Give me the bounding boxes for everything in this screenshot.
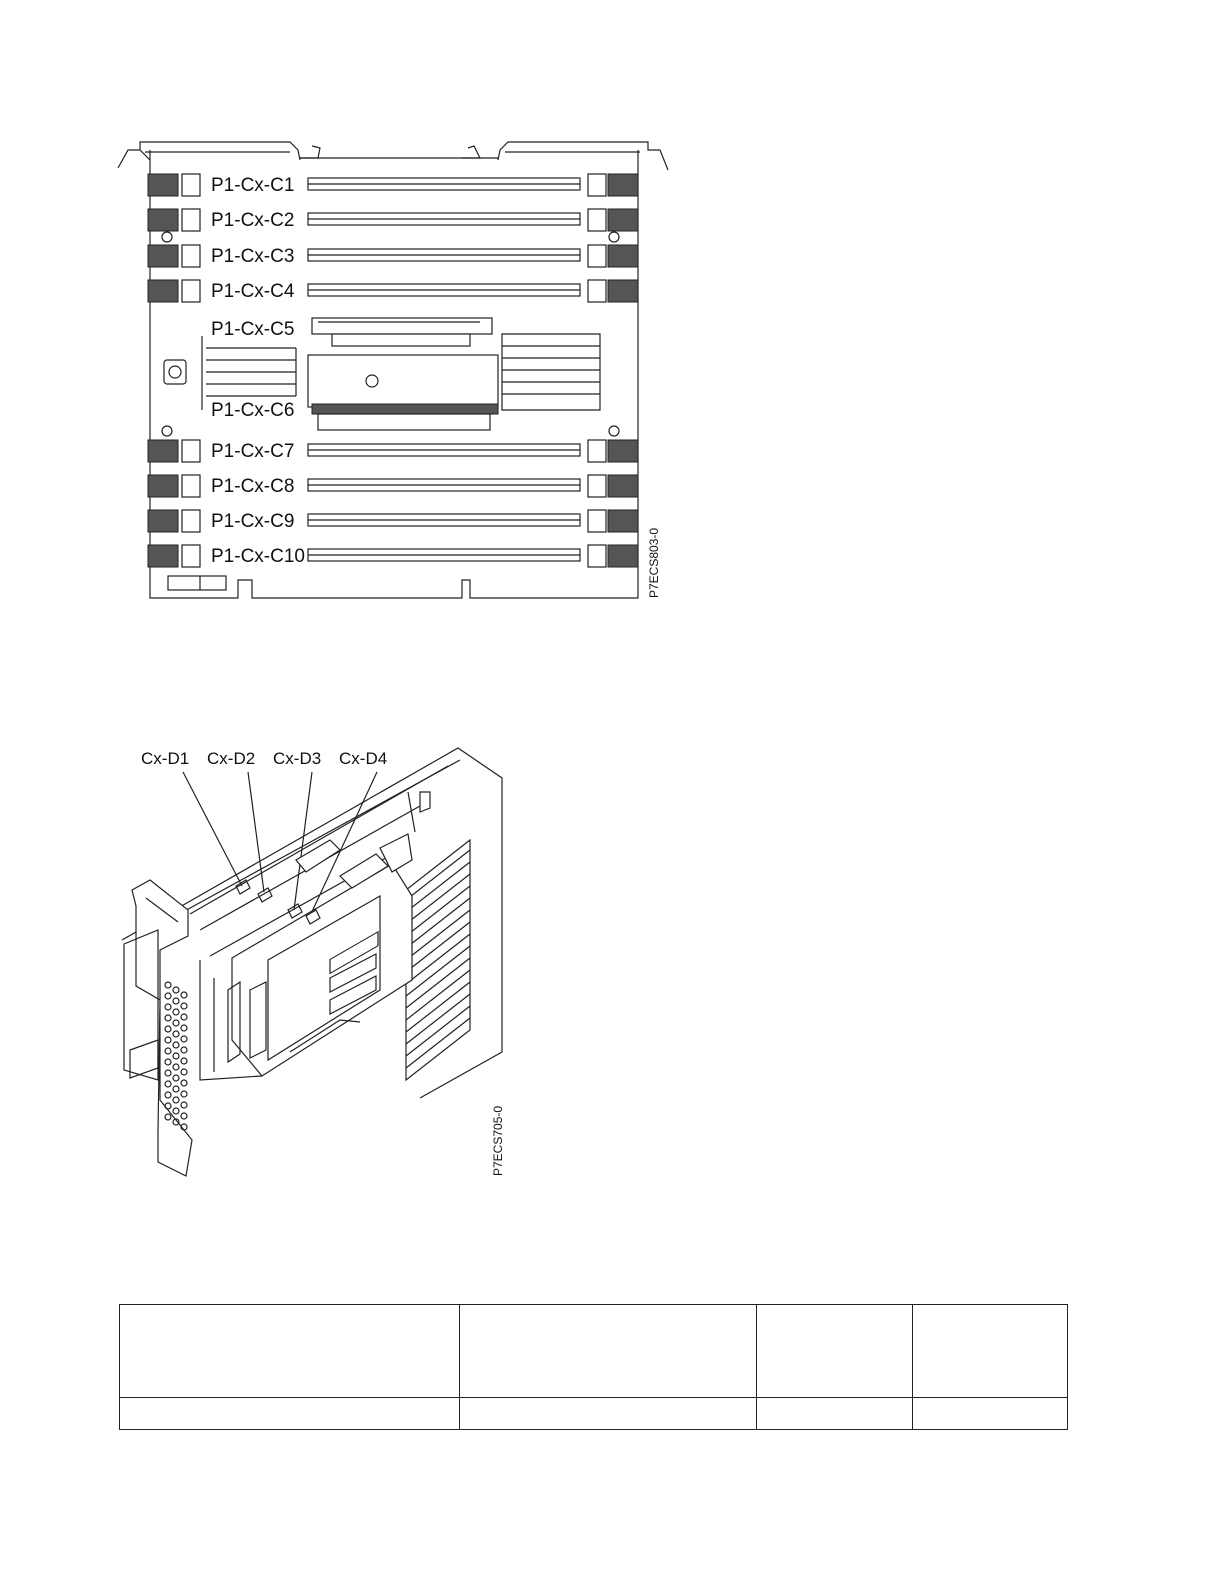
slot-bar-c1 [308, 178, 580, 190]
slot-label-c1: P1-Cx-C1 [211, 175, 295, 196]
memory-riser-diagram [0, 0, 700, 620]
slot-label-c2: P1-Cx-C2 [211, 210, 295, 231]
callout-cx-d1: Cx-D1 [141, 749, 190, 768]
pcie-bracket [124, 880, 192, 1176]
adapter-card-figure [0, 700, 560, 1200]
table-header-cell [912, 1305, 1067, 1398]
slot-label-c8: P1-Cx-C8 [211, 476, 295, 497]
figure-code-2: P7ECS705-0 [491, 1105, 505, 1176]
figure-code-1: P7ECS803-0 [647, 527, 661, 598]
slot-label-c7: P1-Cx-C7 [211, 441, 295, 462]
buffer-chip-module [308, 318, 498, 430]
callout-cx-d2: Cx-D2 [207, 749, 256, 768]
table-header-row [120, 1305, 1068, 1398]
table-header-cell [756, 1305, 912, 1398]
location-code-table [119, 1304, 1068, 1430]
table-cell [756, 1398, 912, 1430]
table-cell [460, 1398, 756, 1430]
slot-labels [211, 175, 305, 567]
callout-cx-d4: Cx-D4 [339, 749, 388, 768]
slot-bar-c3 [308, 249, 580, 261]
slot-bar-c2 [308, 213, 580, 225]
slot-bar-c9 [308, 514, 580, 526]
table-header-cell [460, 1305, 756, 1398]
slot-bar-c10 [308, 549, 580, 561]
memory-riser-figure [0, 0, 700, 620]
slot-label-c6: P1-Cx-C6 [211, 400, 295, 421]
left-fins [202, 336, 296, 410]
slot-label-c9: P1-Cx-C9 [211, 511, 295, 532]
table-cell [912, 1398, 1067, 1430]
adapter-card-diagram [0, 700, 560, 1200]
slot-label-c4: P1-Cx-C4 [211, 281, 295, 302]
table-row [120, 1398, 1068, 1430]
right-fins [502, 334, 600, 410]
table-header-cell [120, 1305, 460, 1398]
slot-bar-c4 [308, 284, 580, 296]
bracket-vents [165, 982, 187, 1130]
slot-bar-c7 [308, 444, 580, 456]
slot-label-c5: P1-Cx-C5 [211, 319, 295, 340]
slot-label-c3: P1-Cx-C3 [211, 246, 295, 267]
table-cell [120, 1398, 460, 1430]
slot-label-c10: P1-Cx-C10 [211, 546, 305, 567]
callout-cx-d3: Cx-D3 [273, 749, 322, 768]
callout-labels [141, 749, 387, 768]
slot-bar-c8 [308, 479, 580, 491]
